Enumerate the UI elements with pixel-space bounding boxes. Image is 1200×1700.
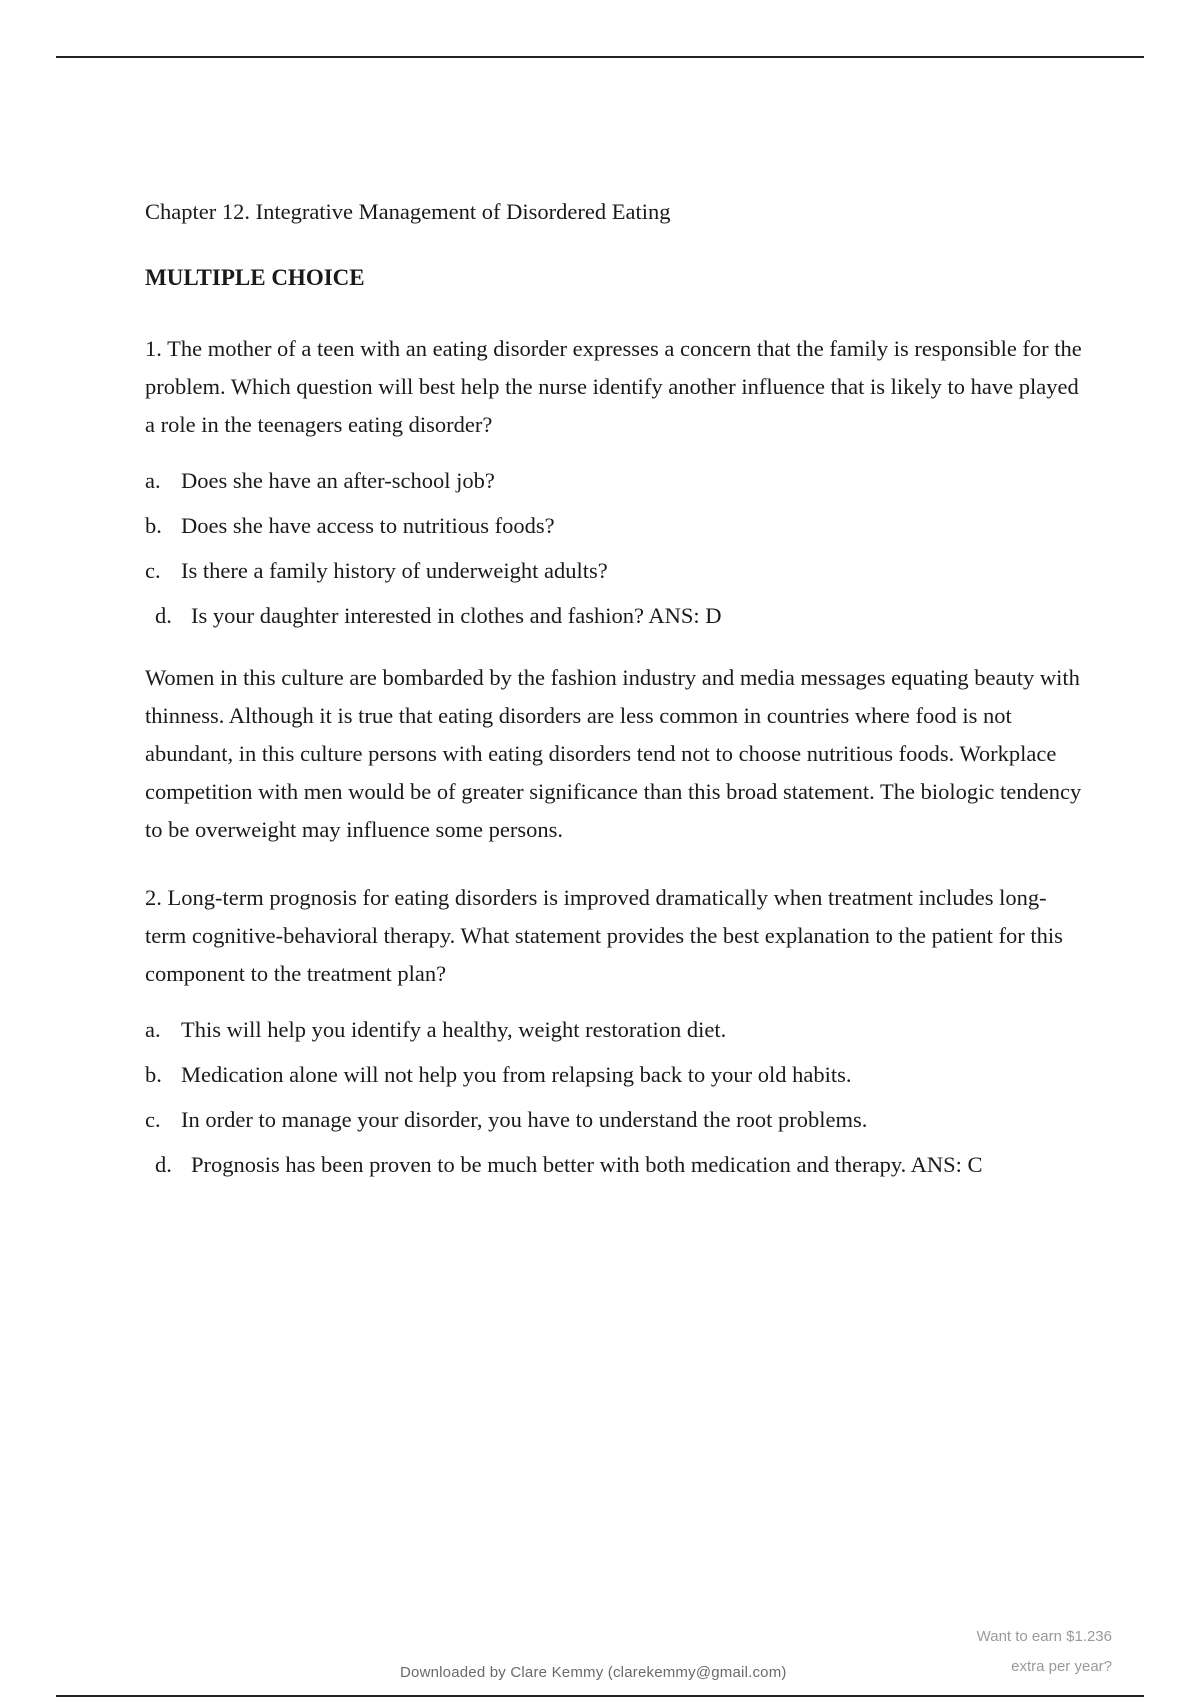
option-text: In order to manage your disorder, you have to understand the root problems.: [181, 1107, 868, 1132]
option-a: [145, 1015, 1085, 1045]
option-letter: d.: [155, 603, 172, 628]
option-letter: a.: [145, 468, 161, 493]
option-text: Is there a family history of underweight adults?: [181, 558, 608, 583]
document-body: [145, 196, 1085, 1208]
promo-text[interactable]: Want to earn $1.236: [976, 1628, 1112, 1645]
option-text: Medication alone will not help you from relapsing back to your old habits.: [181, 1062, 852, 1087]
option-d: [145, 601, 1085, 631]
answer-options: [145, 1015, 1085, 1180]
option-a: [145, 466, 1085, 496]
option-letter: c.: [145, 1107, 161, 1132]
download-notice: Downloaded by Clare Kemmy (clarekemmy@gmail.com): [400, 1664, 787, 1681]
option-text: Does she have an after-school job?: [181, 468, 495, 493]
question-2: [145, 879, 1085, 1180]
answer-options: [145, 466, 1085, 631]
chapter-title: Chapter 12. Integrative Management of Disordered Eating: [145, 199, 671, 224]
option-text: This will help you identify a healthy, weight restoration diet.: [181, 1017, 727, 1042]
option-text: Prognosis has been proven to be much better with both medication and therapy. ANS: C: [191, 1152, 983, 1177]
option-letter: c.: [145, 558, 161, 583]
option-c: [145, 556, 1085, 586]
question-1: [145, 330, 1085, 849]
question-stem: 1. The mother of a teen with an eating disorder expresses a concern that the family is responsible for the problem. Which question will best help the nurse identify another influence that is likely to have played a role in the teenagers eating disorder?: [145, 336, 1082, 437]
option-b: [145, 511, 1085, 541]
option-letter: a.: [145, 1017, 161, 1042]
promo-text-secondary[interactable]: extra per year?: [1011, 1658, 1112, 1675]
option-text: Does she have access to nutritious foods?: [181, 513, 555, 538]
option-letter: d.: [155, 1152, 172, 1177]
section-heading: MULTIPLE CHOICE: [145, 265, 365, 290]
option-d: [145, 1150, 1085, 1180]
bottom-rule: [56, 1695, 1144, 1697]
top-rule: [56, 56, 1144, 58]
option-text: Is your daughter interested in clothes and fashion? ANS: D: [191, 603, 722, 628]
option-b: [145, 1060, 1085, 1090]
rationale: Women in this culture are bombarded by the fashion industry and media messages equating beauty with thinness. Although it is true that eating disorders are less common in countries where food is not abundant, in this culture persons with eating disorders tend not to choose nutritious foods. Workplace competition with men would be of greater significance than this broad statement. The biologic tendency to be overweight may influence some persons.: [145, 665, 1082, 842]
option-letter: b.: [145, 513, 162, 538]
option-c: [145, 1105, 1085, 1135]
option-letter: b.: [145, 1062, 162, 1087]
question-stem: 2. Long-term prognosis for eating disorders is improved dramatically when treatment includes long-term cognitive-behavioral therapy. What statement provides the best explanation to the patient for this component to the treatment plan?: [145, 885, 1063, 986]
